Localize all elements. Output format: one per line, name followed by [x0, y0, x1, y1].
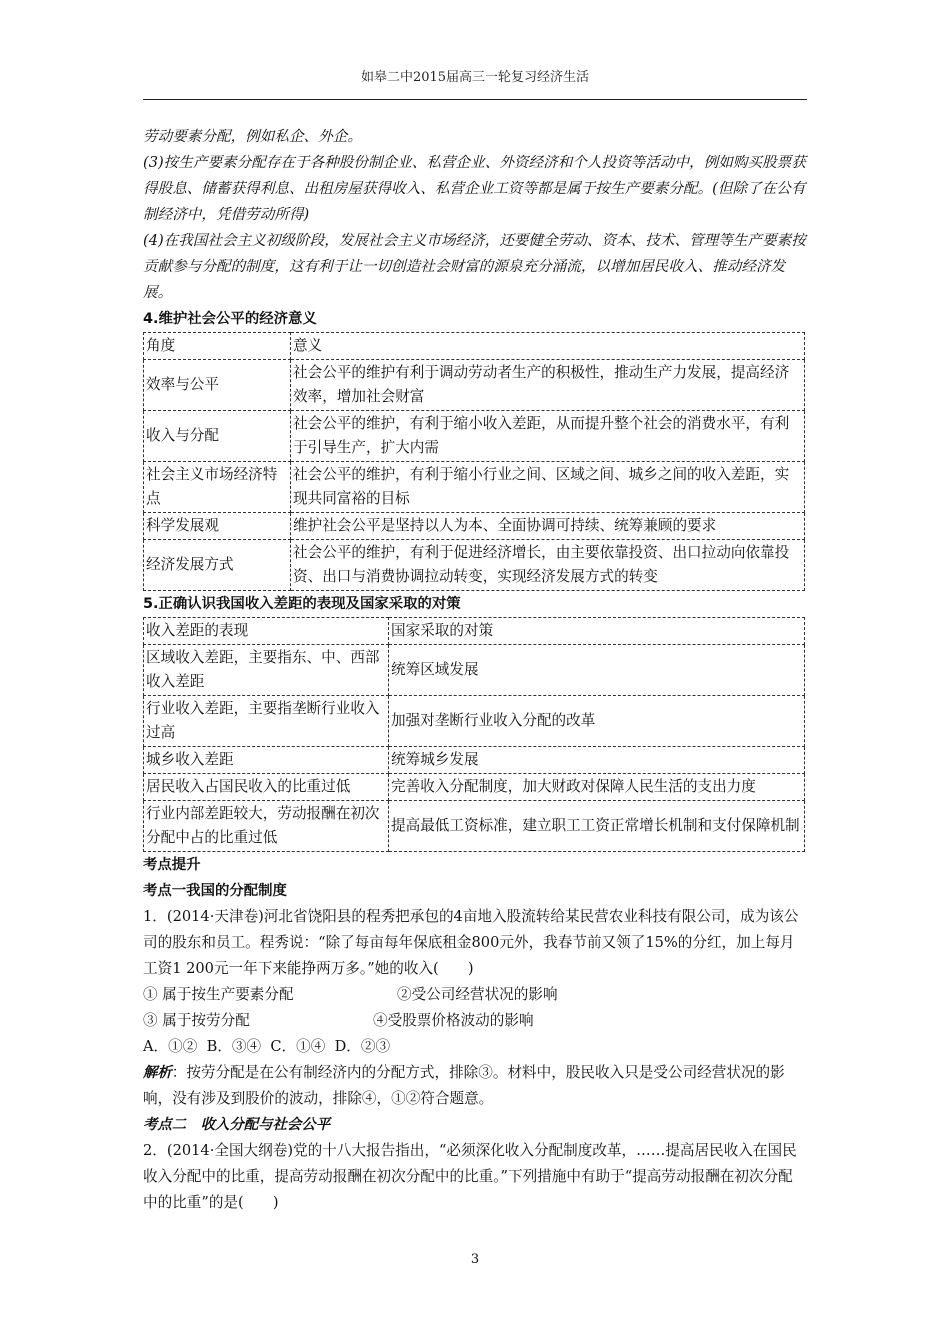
intro-paragraph-3: (4)在我国社会主义初级阶段，发展社会主义市场经济，还要健全劳动、资本、技术、管理等生产要素按贡献参与分配的制度，这有利于让一切创造社会财富的源泉充分涌流，以增加居民收入、推动经济发展。 — [143, 232, 806, 301]
header-rule — [143, 99, 807, 100]
table-row — [144, 747, 805, 774]
table-cell: 社会公平的维护，有利于促进经济增长，由主要依靠投资、出口拉动向依靠投资、出口与消费协调拉动转变，实现经济发展方式的转变 — [291, 540, 805, 591]
table-row — [144, 411, 805, 462]
table-cell: 效率与公平 — [144, 360, 291, 411]
option-2: ②受公司经营状况的影响 — [397, 986, 558, 1003]
table-row — [144, 774, 805, 801]
answer-choices: A．①② B．③④ C．①④ D．②③ — [143, 1038, 391, 1055]
option-3: ③ 属于按劳分配 — [143, 1012, 250, 1029]
page-content — [143, 124, 807, 1216]
table-cell: 居民收入占国民收入的比重过低 — [144, 774, 389, 801]
table-cell: 维护社会公平是坚持以人为本、全面协调可持续、统筹兼顾的要求 — [291, 513, 805, 540]
table-cell: 加强对垄断行业收入分配的改革 — [389, 696, 805, 747]
table-cell: 科学发展观 — [144, 513, 291, 540]
table-header-cell: 国家采取的对策 — [389, 618, 805, 645]
table-header-cell: 意义 — [291, 333, 805, 360]
options-row-2 — [143, 1008, 807, 1034]
point2-heading: 考点二 收入分配与社会公平 — [143, 1117, 331, 1133]
intro-paragraph-1: 劳动要素分配，例如私企、外企。 — [143, 128, 362, 145]
question-2: 2．(2014·全国大纲卷)党的十八大报告指出，“必须深化收入分配制度改革，……提高居民收入在国民收入分配中的比重，提高劳动报酬在初次分配中的比重。”下列措施中有助于“提高劳动报酬在初次分配中的比重”的是( ) — [143, 1142, 797, 1211]
table-cell: 统筹城乡发展 — [389, 747, 805, 774]
table-header-row — [144, 333, 805, 360]
table-cell: 经济发展方式 — [144, 540, 291, 591]
table-header-cell: 角度 — [144, 333, 291, 360]
table-cell: 区域收入差距，主要指东、中、西部收入差距 — [144, 645, 389, 696]
table-header-row — [144, 618, 805, 645]
section4-heading: 4.维护社会公平的经济意义 — [143, 311, 317, 327]
income-gap-table — [143, 617, 805, 852]
kaodian-title: 考点提升 — [143, 857, 201, 873]
table-cell: 社会公平的维护有利于调动劳动者生产的积极性，推动生产力发展，提高经济效率，增加社会财富 — [291, 360, 805, 411]
table-row — [144, 462, 805, 513]
option-1: ① 属于按生产要素分配 — [143, 986, 294, 1003]
table-cell: 收入与分配 — [144, 411, 291, 462]
point1-heading: 考点一我国的分配制度 — [143, 883, 287, 899]
table-row — [144, 513, 805, 540]
table-cell: 社会公平的维护，有利于缩小行业之间、区域之间、城乡之间的收入差距，实现共同富裕的目标 — [291, 462, 805, 513]
intro-paragraph-2: (3)按生产要素分配存在于各种股份制企业、私营企业、外资经济和个人投资等活动中，例如购买股票获得股息、储蓄获得利息、出租房屋获得收入、私营企业工资等都是属于按生产要素分配。(但除了在公有制经济中，凭借劳动所得) — [143, 154, 806, 223]
table-cell: 完善收入分配制度，加大财政对保障人民生活的支出力度 — [389, 774, 805, 801]
table-cell: 城乡收入差距 — [144, 747, 389, 774]
page-header: 如皋二中2015届高三一轮复习经济生活 — [360, 70, 590, 85]
table-cell: 行业收入差距，主要指垄断行业收入过高 — [144, 696, 389, 747]
table-cell: 社会公平的维护，有利于缩小收入差距，从而提升整个社会的消费水平，有利于引导生产，扩大内需 — [291, 411, 805, 462]
page-number: 3 — [470, 1252, 480, 1267]
table-cell: 行业内部差距较大，劳动报酬在初次分配中占的比重过低 — [144, 801, 389, 852]
section5-heading: 5.正确认识我国收入差距的表现及国家采取的对策 — [143, 596, 461, 612]
table-row — [144, 540, 805, 591]
options-row-1 — [143, 982, 807, 1008]
analysis-text: ：按劳分配是在公有制经济内的分配方式，排除③。材料中，股民收入只是受公司经营状况的影响，没有涉及到股价的波动，排除④，①②符合题意。 — [143, 1064, 785, 1107]
table-row — [144, 696, 805, 747]
table-cell: 提高最低工资标准，建立职工工资正常增长机制和支付保障机制 — [389, 801, 805, 852]
analysis-label: 解析 — [143, 1065, 172, 1081]
table-cell: 社会主义市场经济特点 — [144, 462, 291, 513]
fairness-table — [143, 332, 805, 591]
table-cell: 统筹区域发展 — [389, 645, 805, 696]
analysis — [143, 1060, 807, 1112]
table-row — [144, 645, 805, 696]
table-row — [144, 801, 805, 852]
question-1: 1．(2014·天津卷)河北省饶阳县的程秀把承包的4亩地入股流转给某民营农业科技有限公司，成为该公司的股东和员工。程秀说：“除了每亩每年保底租金800元外，我春节前又领了15%的分红，加上每月工资1 200元一年下来能挣两万多。”她的收入( ) — [143, 908, 799, 977]
table-row — [144, 360, 805, 411]
table-header-cell: 收入差距的表现 — [144, 618, 389, 645]
option-4: ④受股票价格波动的影响 — [373, 1012, 534, 1029]
